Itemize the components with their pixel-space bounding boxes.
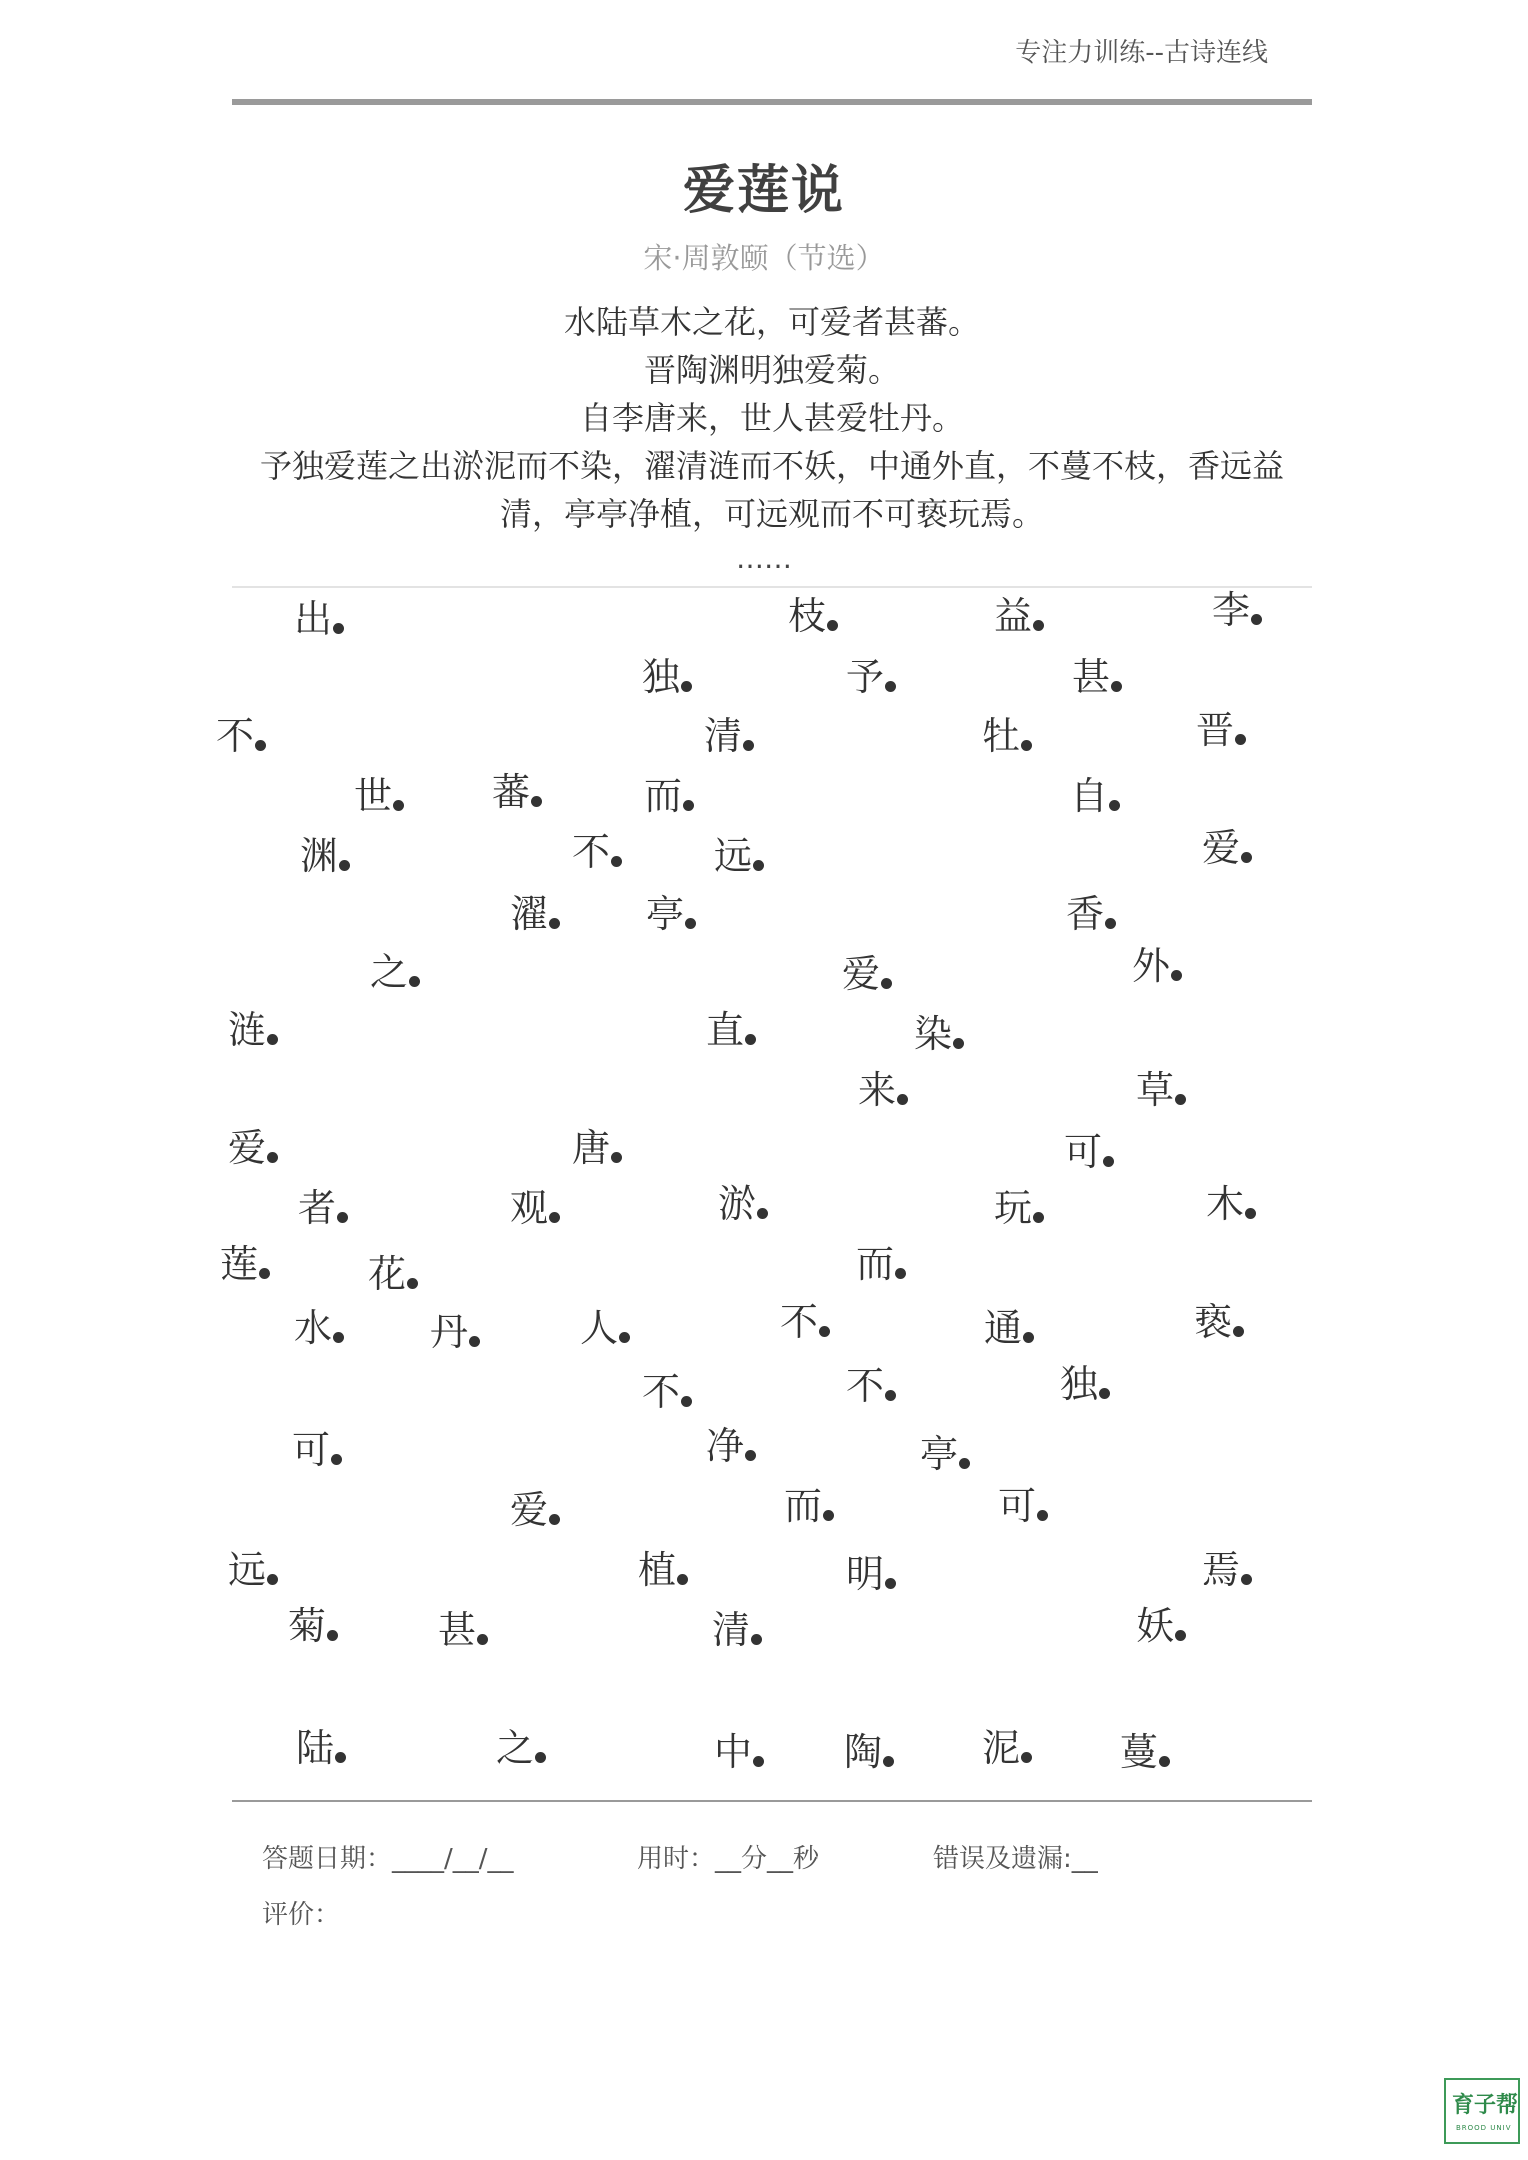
- connect-dot[interactable]: [757, 1208, 768, 1219]
- puzzle-char[interactable]: [706, 1008, 756, 1052]
- puzzle-char[interactable]: [982, 714, 1032, 758]
- connect-dot[interactable]: [1021, 1752, 1032, 1763]
- puzzle-char[interactable]: [496, 1726, 546, 1770]
- puzzle-char-label: 予: [846, 655, 885, 699]
- connect-dot[interactable]: [335, 1752, 346, 1763]
- puzzle-char[interactable]: [1136, 1068, 1186, 1112]
- connect-dot[interactable]: [881, 978, 892, 989]
- puzzle-char[interactable]: [1070, 774, 1120, 818]
- errors-label: 错误及遗漏:__: [933, 1844, 1098, 1874]
- puzzle-char-label: 之: [370, 950, 409, 994]
- puzzle-char[interactable]: [642, 655, 692, 699]
- puzzle-char-label: 观: [510, 1186, 549, 1230]
- answer-date-label: 答题日期：____/__/__: [262, 1844, 514, 1874]
- connect-dot[interactable]: [1111, 681, 1122, 692]
- connect-dot[interactable]: [1251, 614, 1262, 625]
- poem-text: [250, 298, 1294, 538]
- connect-dot[interactable]: [337, 1212, 348, 1223]
- puzzle-char[interactable]: [914, 1012, 964, 1056]
- puzzle-char[interactable]: [638, 1548, 688, 1592]
- puzzle-char[interactable]: [842, 952, 892, 996]
- connect-dot[interactable]: [1171, 970, 1182, 981]
- connect-dot[interactable]: [1021, 740, 1032, 751]
- puzzle-char[interactable]: [510, 892, 560, 936]
- puzzle-char-label: 之: [496, 1726, 535, 1770]
- poem-line: 自李唐来，世人甚爱牡丹。: [579, 399, 964, 437]
- connect-dot[interactable]: [267, 1152, 278, 1163]
- connect-dot[interactable]: [885, 1578, 896, 1589]
- puzzle-char[interactable]: [1202, 1548, 1252, 1592]
- poem-title: 爱莲说: [682, 161, 845, 221]
- connect-dot[interactable]: [883, 1756, 894, 1767]
- puzzle-char[interactable]: [920, 1432, 970, 1476]
- puzzle-char-label: 爱: [510, 1488, 549, 1532]
- connect-dot[interactable]: [1037, 1510, 1048, 1521]
- puzzle-char[interactable]: [704, 714, 754, 758]
- puzzle-char[interactable]: [1206, 1182, 1256, 1226]
- puzzle-char-label: 而: [644, 774, 683, 818]
- section-divider: [232, 586, 1312, 588]
- connect-dot[interactable]: [611, 856, 622, 867]
- puzzle-char[interactable]: [292, 1428, 342, 1472]
- puzzle-char-label: 不: [572, 830, 611, 874]
- puzzle-char-label: 木: [1206, 1182, 1245, 1226]
- connect-dot[interactable]: [1023, 1332, 1034, 1343]
- puzzle-char[interactable]: [354, 774, 404, 818]
- puzzle-char[interactable]: [642, 1370, 692, 1414]
- puzzle-char-label: 而: [856, 1242, 895, 1286]
- puzzle-char[interactable]: [580, 1306, 630, 1350]
- connect-dot[interactable]: [259, 1268, 270, 1279]
- puzzle-char[interactable]: [1212, 588, 1262, 632]
- puzzle-char-label: 不: [846, 1364, 885, 1408]
- bottom-divider: [232, 1800, 1312, 1802]
- puzzle-char[interactable]: [780, 1300, 830, 1344]
- puzzle-char-label: 水: [294, 1306, 333, 1350]
- puzzle-char[interactable]: [288, 1604, 338, 1648]
- connect-dot[interactable]: [827, 620, 838, 631]
- connect-dot[interactable]: [895, 1268, 906, 1279]
- connect-dot[interactable]: [549, 918, 560, 929]
- puzzle-char-label: 蕃: [492, 770, 531, 814]
- connect-dot[interactable]: [549, 1212, 560, 1223]
- puzzle-char-label: 不: [216, 714, 255, 758]
- puzzle-char[interactable]: [438, 1608, 488, 1652]
- connect-dot[interactable]: [885, 681, 896, 692]
- puzzle-char[interactable]: [846, 1552, 896, 1596]
- puzzle-char-label: 花: [368, 1252, 407, 1296]
- connect-dot[interactable]: [1033, 1212, 1044, 1223]
- puzzle-char-label: 而: [784, 1484, 823, 1528]
- brand-logo: [1444, 2078, 1520, 2144]
- puzzle-char-label: 益: [994, 594, 1033, 638]
- connect-dot[interactable]: [1233, 1326, 1244, 1337]
- puzzle-char-label: 不: [642, 1370, 681, 1414]
- poem-author: 宋·周敦颐（节选）: [643, 241, 885, 275]
- puzzle-char[interactable]: [784, 1484, 834, 1528]
- puzzle-char[interactable]: [1064, 1130, 1114, 1174]
- connect-dot[interactable]: [1175, 1630, 1186, 1641]
- logo-subtext: BROOD UNIV: [1456, 2124, 1512, 2132]
- connect-dot[interactable]: [1245, 1208, 1256, 1219]
- connect-dot[interactable]: [331, 1454, 342, 1465]
- connect-dot[interactable]: [885, 1390, 896, 1401]
- poem-ellipsis: ……: [736, 542, 792, 575]
- puzzle-char-label: 爱: [1202, 826, 1241, 870]
- puzzle-char-label: 晋: [1196, 708, 1235, 752]
- connect-dot[interactable]: [469, 1336, 480, 1347]
- connect-dot[interactable]: [953, 1038, 964, 1049]
- puzzle-char-label: 可: [1064, 1130, 1103, 1174]
- puzzle-char[interactable]: [858, 1068, 908, 1112]
- puzzle-char-label: 草: [1136, 1068, 1175, 1112]
- connect-dot[interactable]: [1033, 620, 1044, 631]
- puzzle-char[interactable]: [296, 1726, 346, 1770]
- connect-dot[interactable]: [745, 1034, 756, 1045]
- connect-dot[interactable]: [819, 1326, 830, 1337]
- puzzle-char-label: 净: [706, 1424, 745, 1468]
- puzzle-char-label: 枝: [788, 594, 827, 638]
- connect-dot[interactable]: [531, 796, 542, 807]
- connect-dot[interactable]: [409, 976, 420, 987]
- puzzle-char-label: 出: [294, 597, 333, 641]
- puzzle-char-label: 陶: [844, 1730, 883, 1774]
- puzzle-char[interactable]: [994, 594, 1044, 638]
- puzzle-char[interactable]: [1202, 826, 1252, 870]
- puzzle-char-label: 清: [712, 1608, 751, 1652]
- puzzle-char[interactable]: [298, 1186, 348, 1230]
- puzzle-char[interactable]: [1136, 1604, 1186, 1648]
- connect-dot[interactable]: [1103, 1156, 1114, 1167]
- puzzle-char-label: 者: [298, 1186, 337, 1230]
- connect-dot[interactable]: [1241, 852, 1252, 863]
- connect-dot[interactable]: [619, 1332, 630, 1343]
- puzzle-char-label: 独: [642, 655, 681, 699]
- connect-dot[interactable]: [535, 1752, 546, 1763]
- worksheet-category: 专注力训练--古诗连线: [1015, 38, 1268, 68]
- connect-dot[interactable]: [267, 1034, 278, 1045]
- puzzle-char[interactable]: [1196, 708, 1246, 752]
- puzzle-char[interactable]: [368, 1252, 418, 1296]
- puzzle-char-label: 丹: [430, 1310, 469, 1354]
- puzzle-char[interactable]: [714, 834, 764, 878]
- puzzle-char-label: 世: [354, 774, 393, 818]
- puzzle-char-label: 直: [706, 1008, 745, 1052]
- puzzle-char[interactable]: [846, 655, 896, 699]
- puzzle-char-label: 涟: [228, 1008, 267, 1052]
- puzzle-char-label: 亭: [920, 1432, 959, 1476]
- puzzle-char-label: 玩: [994, 1186, 1033, 1230]
- puzzle-char-label: 甚: [1072, 655, 1111, 699]
- puzzle-char[interactable]: [300, 834, 350, 878]
- connect-dot[interactable]: [751, 1634, 762, 1645]
- puzzle-char-label: 远: [714, 834, 753, 878]
- puzzle-char[interactable]: [228, 1126, 278, 1170]
- puzzle-char-label: 爱: [228, 1126, 267, 1170]
- puzzle-char-label: 渊: [300, 834, 339, 878]
- connect-dot[interactable]: [333, 623, 344, 634]
- puzzle-char[interactable]: [998, 1484, 1048, 1528]
- connect-dot[interactable]: [255, 740, 266, 751]
- puzzle-char[interactable]: [294, 1306, 344, 1350]
- connect-dot[interactable]: [959, 1458, 970, 1469]
- time-used-label: 用时：__分__秒: [637, 1844, 820, 1874]
- puzzle-char-label: 植: [638, 1548, 677, 1592]
- puzzle-char-label: 可: [998, 1484, 1037, 1528]
- connect-dot[interactable]: [1175, 1094, 1186, 1105]
- connect-dot[interactable]: [267, 1574, 278, 1585]
- puzzle-char-label: 亵: [1194, 1300, 1233, 1344]
- connect-dot[interactable]: [549, 1514, 560, 1525]
- puzzle-char-label: 不: [780, 1300, 819, 1344]
- puzzle-char-label: 淤: [718, 1182, 757, 1226]
- puzzle-char[interactable]: [856, 1242, 906, 1286]
- puzzle-char[interactable]: [1060, 1362, 1110, 1406]
- puzzle-char-label: 爱: [842, 952, 881, 996]
- connect-dot[interactable]: [683, 800, 694, 811]
- connect-dot[interactable]: [897, 1094, 908, 1105]
- puzzle-char-label: 唐: [572, 1126, 611, 1170]
- puzzle-char-label: 清: [704, 714, 743, 758]
- connect-dot[interactable]: [1105, 918, 1116, 929]
- puzzle-char[interactable]: [844, 1730, 894, 1774]
- puzzle-char[interactable]: [572, 1126, 622, 1170]
- puzzle-char[interactable]: [706, 1424, 756, 1468]
- connect-dot[interactable]: [339, 860, 350, 871]
- connect-dot[interactable]: [677, 1574, 688, 1585]
- puzzle-char[interactable]: [1066, 892, 1116, 936]
- puzzle-char-label: 明: [846, 1552, 885, 1596]
- puzzle-char[interactable]: [1132, 944, 1182, 988]
- puzzle-char-label: 通: [984, 1306, 1023, 1350]
- puzzle-char[interactable]: [788, 594, 838, 638]
- puzzle-char-label: 独: [1060, 1362, 1099, 1406]
- puzzle-char-label: 可: [292, 1428, 331, 1472]
- puzzle-char[interactable]: [430, 1310, 480, 1354]
- connect-dot[interactable]: [745, 1450, 756, 1461]
- connect-dot[interactable]: [1099, 1388, 1110, 1399]
- puzzle-char[interactable]: [220, 1242, 270, 1286]
- connect-dot[interactable]: [477, 1634, 488, 1645]
- connect-dot[interactable]: [681, 1396, 692, 1407]
- connect-dot[interactable]: [681, 681, 692, 692]
- connect-dot[interactable]: [333, 1332, 344, 1343]
- puzzle-char[interactable]: [1120, 1730, 1170, 1774]
- puzzle-char-label: 蔓: [1120, 1730, 1159, 1774]
- connect-dot[interactable]: [685, 918, 696, 929]
- puzzle-char-label: 外: [1132, 944, 1171, 988]
- puzzle-char[interactable]: [294, 597, 344, 641]
- puzzle-char[interactable]: [718, 1182, 768, 1226]
- puzzle-char[interactable]: [370, 950, 420, 994]
- puzzle-char-label: 菊: [288, 1604, 327, 1648]
- connect-dot[interactable]: [1159, 1756, 1170, 1767]
- top-divider: [232, 99, 1312, 105]
- puzzle-char-label: 人: [580, 1306, 619, 1350]
- logo-text: 育子帮: [1452, 2092, 1519, 2118]
- puzzle-char[interactable]: [228, 1548, 278, 1592]
- puzzle-char-label: 中: [714, 1730, 753, 1774]
- puzzle-char[interactable]: [712, 1608, 762, 1652]
- puzzle-char-label: 亭: [646, 892, 685, 936]
- puzzle-char-label: 濯: [510, 892, 549, 936]
- connect-dot[interactable]: [407, 1278, 418, 1289]
- puzzle-char[interactable]: [984, 1306, 1034, 1350]
- connect-dot[interactable]: [1109, 800, 1120, 811]
- puzzle-char-label: 自: [1070, 774, 1109, 818]
- connect-dot[interactable]: [611, 1152, 622, 1163]
- connect-dot[interactable]: [753, 1756, 764, 1767]
- puzzle-char[interactable]: [994, 1186, 1044, 1230]
- puzzle-char-label: 妖: [1136, 1604, 1175, 1648]
- puzzle-char-label: 泥: [982, 1726, 1021, 1770]
- puzzle-char-label: 甚: [438, 1608, 477, 1652]
- puzzle-char[interactable]: [846, 1364, 896, 1408]
- connect-dot[interactable]: [393, 800, 404, 811]
- puzzle-char[interactable]: [646, 892, 696, 936]
- evaluation-label: 评价：: [262, 1900, 341, 1930]
- puzzle-char[interactable]: [714, 1730, 764, 1774]
- puzzle-char-label: 陆: [296, 1726, 335, 1770]
- connect-dot[interactable]: [327, 1630, 338, 1641]
- puzzle-char[interactable]: [644, 774, 694, 818]
- puzzle-char-label: 远: [228, 1548, 267, 1592]
- poem-line: 予独爱莲之出淤泥而不染，濯清涟而不妖，中通外直，不蔓不枝，香远益清，亭亭净植，可远观而不可亵玩焉。: [259, 447, 1284, 533]
- puzzle-char[interactable]: [216, 714, 266, 758]
- connect-dot[interactable]: [743, 740, 754, 751]
- puzzle-char[interactable]: [982, 1726, 1032, 1770]
- puzzle-char[interactable]: [228, 1008, 278, 1052]
- puzzle-char[interactable]: [1194, 1300, 1244, 1344]
- poem-line: 晋陶渊明独爱菊。: [643, 351, 900, 389]
- connect-dot[interactable]: [1241, 1574, 1252, 1585]
- puzzle-char-label: 莲: [220, 1242, 259, 1286]
- poem-line: 水陆草木之花，可爱者甚蕃。: [563, 303, 980, 341]
- puzzle-char-label: 牡: [982, 714, 1021, 758]
- puzzle-char[interactable]: [492, 770, 542, 814]
- puzzle-char-label: 香: [1066, 892, 1105, 936]
- connect-dot[interactable]: [753, 860, 764, 871]
- puzzle-char-label: 李: [1212, 588, 1251, 632]
- connect-dot[interactable]: [823, 1510, 834, 1521]
- puzzle-char[interactable]: [510, 1186, 560, 1230]
- puzzle-char[interactable]: [510, 1488, 560, 1532]
- puzzle-char-label: 染: [914, 1012, 953, 1056]
- connect-dot[interactable]: [1235, 734, 1246, 745]
- puzzle-char[interactable]: [572, 830, 622, 874]
- puzzle-char[interactable]: [1072, 655, 1122, 699]
- puzzle-char-label: 焉: [1202, 1548, 1241, 1592]
- puzzle-char-label: 来: [858, 1068, 897, 1112]
